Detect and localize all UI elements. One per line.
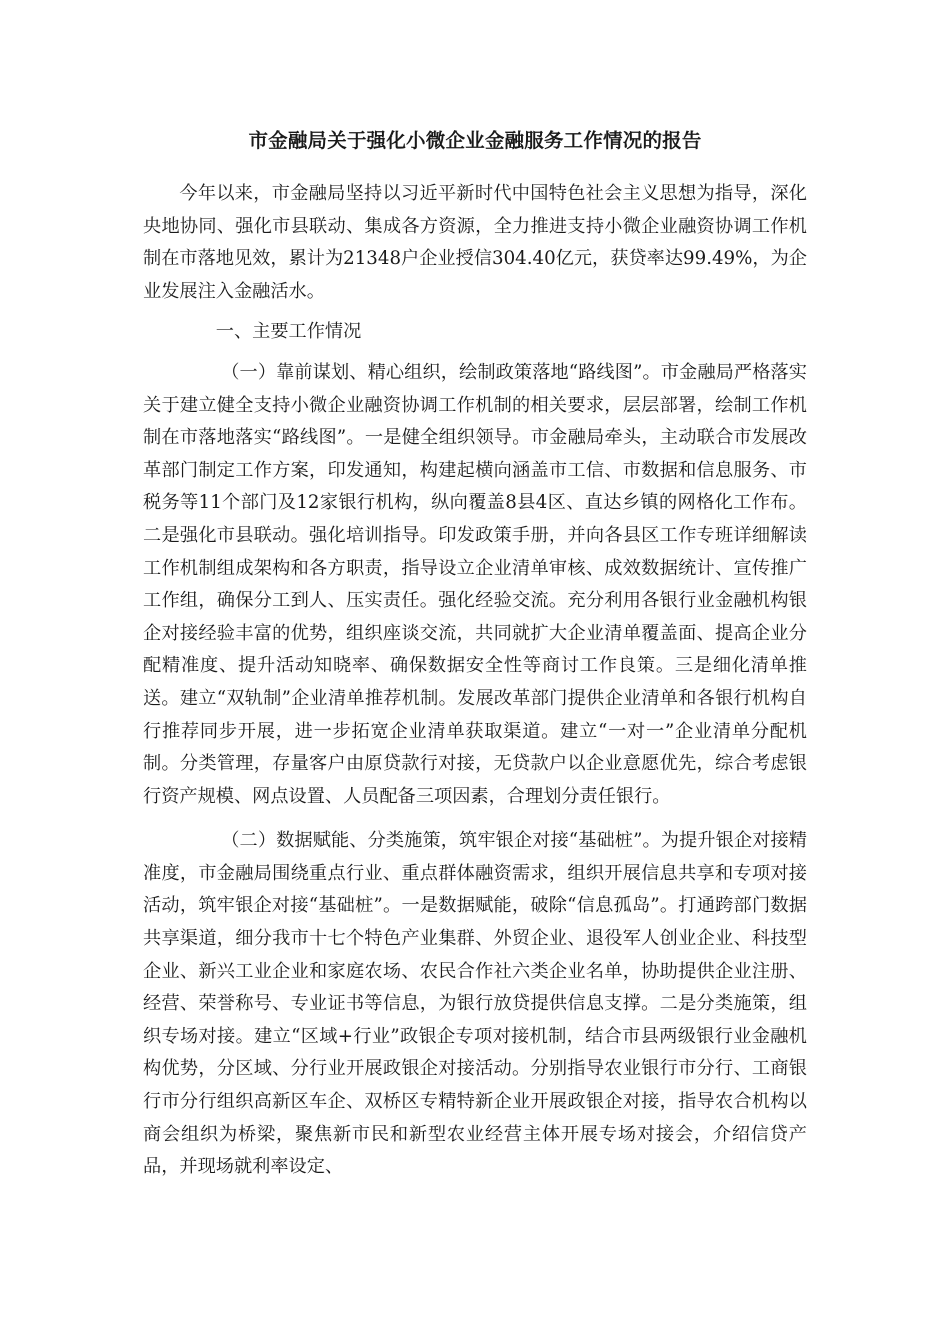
document-title: 市金融局关于强化小微企业金融服务工作情况的报告 <box>248 129 702 152</box>
section-heading: 一、主要工作情况 <box>215 321 362 343</box>
body-paragraph-1: （一）靠前谋划、精心组织，绘制政策落地“路线图”。市金融局严格落实关于建立健全支持小微企业融资协调工作机制的相关要求，层层部署，绘制工作机制在市落地落实“路线图”。一是健全组织领导。市金融局牵头，主动联合市发展改革部门制定工作方案，印发通知，构建起横向涵盖市工信、市数据和信息服务、市税务等11个部门及12家银行机构，纵向覆盖8县4区、直达乡镇的网格化工作布。二是强化市县联动。强化培训指导。印发政策手册，并向各县区工作专班详细解读工作机制组成架构和各方职责，指导设立企业清单审核、成效数据统计、宣传推广工作组，确保分工到人、压实责任。强化经验交流。充分利用各银行业金融机构银企对接经验丰富的优势，组织座谈交流，共同就扩大企业清单覆盖面、提高企业分配精准度、提升活动知晓率、确保数据安全性等商讨工作良策。三是细化清单推送。建立“双轨制”企业清单推荐机制。发展改革部门提供企业清单和各银行机构自行推荐同步开展，进一步拓宽企业清单获取渠道。建立“一对一”企业清单分配机制。分类管理，存量客户由原贷款行对接，无贷款户以企业意愿优先，综合考虑银行资产规模、网点设置、人员配备三项因素，合理划分责任银行。 <box>143 361 807 807</box>
document-page <box>143 124 807 1184</box>
spacer <box>143 308 807 316</box>
intro-paragraph: 今年以来，市金融局坚持以习近平新时代中国特色社会主义思想为指导，深化央地协同、强化市县联动、集成各方资源，全力推进支持小微企业融资协调工作机制在市落地见效，累计为21348户企业授信304.40亿元，获贷率达99.49%，为企业发展注入金融活水。 <box>143 183 807 302</box>
spacer <box>143 349 807 357</box>
body-paragraph-2: （二）数据赋能、分类施策，筑牢银企对接“基础桩”。为提升银企对接精准度，市金融局围绕重点行业、重点群体融资需求，组织开展信息共享和专项对接活动，筑牢银企对接“基础桩”。一是数据赋能，破除“信息孤岛”。打通跨部门数据共享渠道，细分我市十七个特色产业集群、外贸企业、退役军人创业企业、科技型企业、新兴工业企业和家庭农场、农民合作社六类企业名单，协助提供企业注册、经营、荣誉称号、专业证书等信息，为银行放贷提供信息支撑。二是分类施策，组织专场对接。建立“区域+行业”政银企专项对接机制，结合市县两级银行业金融机构优势，分区域、分行业开展政银企对接活动。分别指导农业银行市分行、工商银行市分行组织高新区车企、双桥区专精特新企业开展政银企对接，指导农合机构以商会组织为桥梁，聚焦新市民和新型农业经营主体开展专场对接会，介绍信贷产品，并现场就利率设定、 <box>143 830 807 1178</box>
spacer <box>143 813 807 825</box>
